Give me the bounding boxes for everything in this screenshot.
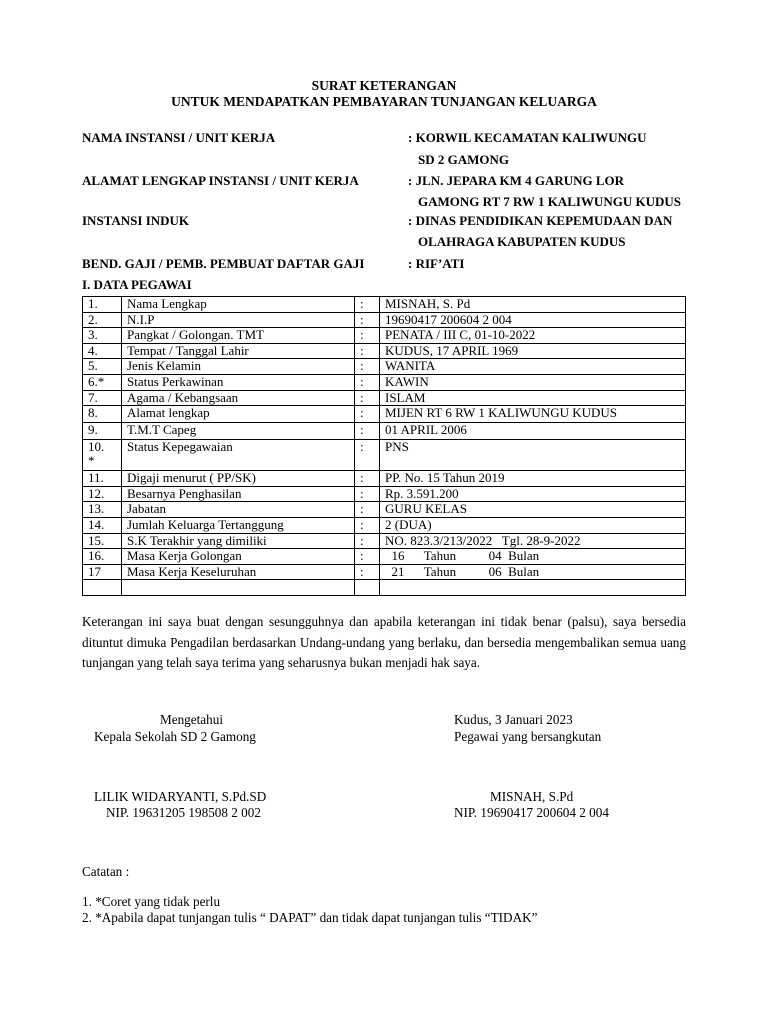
row-label (122, 533, 355, 549)
row-separator (355, 312, 380, 328)
row-value-text: 2 (DUA) (385, 517, 432, 532)
row-separator (355, 564, 380, 580)
row-label (122, 517, 355, 533)
row-separator (355, 533, 380, 549)
notes-heading: Catatan : (82, 864, 130, 879)
row-separator (355, 580, 380, 596)
table-row (83, 440, 686, 471)
row-value (380, 533, 686, 549)
row-label-text: Masa Kerja Golongan (127, 548, 242, 564)
row-number-text: 12. (88, 486, 105, 501)
row-separator (355, 343, 380, 359)
row-separator (355, 328, 380, 344)
row-value (380, 297, 686, 313)
row-value (380, 502, 686, 518)
row-number-text: 13. (88, 501, 105, 517)
row-label (122, 549, 355, 565)
row-label-text: Jabatan (127, 501, 166, 517)
row-value (380, 423, 686, 440)
row-value (380, 549, 686, 565)
row-label-text: Masa Kerja Keseluruhan (127, 564, 257, 579)
row-value (380, 390, 686, 406)
row-value (380, 343, 686, 359)
row-label (122, 406, 355, 423)
section-heading: I. DATA PEGAWAI (82, 277, 192, 292)
table-row (83, 549, 686, 565)
row-value (380, 440, 686, 471)
row-value-text: NO. 823.3/213/2022 Tgl. 28-9-2022 (385, 533, 581, 548)
row-label-text: Alamat lengkap (127, 405, 210, 421)
row-separator-text: : (360, 390, 364, 405)
induk-value-2: OLAHRAGA KABUPATEN KUDUS (418, 234, 626, 249)
row-separator-text: : (360, 312, 364, 327)
sign-left-name: LILIK WIDARYANTI, S.Pd.SD (94, 789, 267, 804)
row-number (83, 390, 122, 406)
bendahara-label: BEND. GAJI / PEMB. PEMBUAT DAFTAR GAJI (82, 256, 365, 271)
row-label (122, 580, 355, 596)
row-value (380, 580, 686, 596)
row-label (122, 440, 355, 471)
row-label-text: S.K Terakhir yang dimiliki (127, 533, 267, 548)
row-value-text: MISNAH, S. Pd (385, 296, 471, 311)
row-value (380, 374, 686, 390)
row-label (122, 297, 355, 313)
row-value-text: KUDUS, 17 APRIL 1969 (385, 343, 519, 358)
induk-label: INSTANSI INDUK (82, 213, 190, 228)
row-number-text: 6.* (88, 374, 105, 389)
sign-right-position: Pegawai yang bersangkutan (454, 729, 602, 744)
row-number (83, 549, 122, 565)
row-number (83, 471, 122, 487)
table-row (83, 517, 686, 533)
row-value-text: PP. No. 15 Tahun 2019 (385, 470, 505, 486)
row-number-text: 17 (88, 564, 101, 579)
sign-left-position: Kepala Sekolah SD 2 Gamong (94, 729, 256, 744)
row-separator-text: : (360, 296, 364, 311)
instansi-label: NAMA INSTANSI / UNIT KERJA (82, 130, 276, 145)
row-number-text: 4. (88, 343, 98, 358)
row-separator-text: : (360, 374, 364, 389)
row-number (83, 564, 122, 580)
row-value (380, 406, 686, 423)
row-value-text: 19690417 200604 2 004 (385, 312, 512, 327)
row-separator (355, 390, 380, 406)
row-number (83, 343, 122, 359)
table-row (83, 328, 686, 344)
table-row (83, 297, 686, 313)
row-label (122, 343, 355, 359)
row-number (83, 423, 122, 440)
row-number (83, 297, 122, 313)
row-label (122, 502, 355, 518)
row-label-text: Status Perkawinan (127, 374, 224, 389)
row-separator-text: : (360, 343, 364, 358)
row-value (380, 486, 686, 502)
row-label-text: Pangkat / Golongan. TMT (127, 327, 264, 343)
table-row (83, 533, 686, 549)
row-number-text: 16. (88, 548, 105, 564)
alamat-value-2: GAMONG RT 7 RW 1 KALIWUNGU KUDUS (418, 194, 681, 209)
table-row (83, 374, 686, 390)
instansi-value-2: SD 2 GAMONG (418, 152, 509, 167)
row-separator-text: : (360, 533, 364, 548)
table-row (83, 564, 686, 580)
row-separator-text: : (360, 501, 364, 517)
row-label (122, 471, 355, 487)
row-label-text: N.I.P (127, 312, 155, 327)
row-number (83, 440, 122, 471)
row-number (83, 502, 122, 518)
table-row (83, 359, 686, 375)
row-label-text: Tempat / Tanggal Lahir (127, 343, 249, 358)
bendahara-value: : RIF’ATI (408, 256, 465, 271)
alamat-value: : JLN. JEPARA KM 4 GARUNG LOR (408, 173, 625, 188)
sign-right-nip: NIP. 19690417 200604 2 004 (454, 805, 609, 820)
row-separator-text: : (360, 470, 364, 486)
statement-paragraph: Keterangan ini saya buat dengan sesungguhnya dan apabila keterangan ini tidak benar (palsu), saya bersedia dituntut dimuka Pengadilan berdasarkan Undang-undang yang berlaku, dan bersedia mengembalikan semua uang tunjangan yang telah saya terima yang seharusnya bukan menjadi hak saya. (82, 614, 686, 670)
row-number-text: 14. (88, 517, 105, 532)
row-number (83, 328, 122, 344)
row-value-text: ISLAM (385, 390, 426, 405)
employee-data-table (82, 296, 686, 596)
row-separator-text: : (360, 517, 364, 532)
row-label (122, 312, 355, 328)
row-value-text: Rp. 3.591.200 (385, 486, 459, 501)
row-value-text: 16 Tahun 04 Bulan (385, 548, 540, 564)
row-separator-text: : (360, 405, 364, 421)
induk-value: : DINAS PENDIDIKAN KEPEMUDAAN DAN (408, 213, 673, 228)
table-row (83, 502, 686, 518)
document-title-2: UNTUK MENDAPATKAN PEMBAYARAN TUNJANGAN KELUARGA (171, 94, 597, 109)
table-row (83, 312, 686, 328)
document-title-1: SURAT KETERANGAN (311, 78, 457, 93)
row-label (122, 390, 355, 406)
row-value-text: WANITA (385, 358, 436, 374)
table-row (83, 343, 686, 359)
row-separator-text: : (360, 327, 364, 343)
alamat-label: ALAMAT LENGKAP INSTANSI / UNIT KERJA (82, 173, 359, 188)
row-value (380, 471, 686, 487)
row-label (122, 423, 355, 440)
row-number-text: 2. (88, 312, 98, 327)
row-number (83, 406, 122, 423)
row-separator (355, 502, 380, 518)
row-separator (355, 374, 380, 390)
row-label (122, 374, 355, 390)
row-number-text: 11. (88, 470, 104, 486)
table-row (83, 580, 686, 596)
row-number-text: 8. (88, 405, 98, 421)
sign-right-name: MISNAH, S.Pd (490, 789, 574, 804)
row-value (380, 517, 686, 533)
row-number-text: 3. (88, 327, 98, 343)
table-row (83, 423, 686, 440)
row-number (83, 517, 122, 533)
row-label-text: Agama / Kebangsaan (127, 390, 239, 405)
row-value-text: GURU KELAS (385, 501, 467, 517)
instansi-value: : KORWIL KECAMATAN KALIWUNGU (408, 130, 647, 145)
row-separator (355, 486, 380, 502)
row-label (122, 564, 355, 580)
row-value-text: 21 Tahun 06 Bulan (385, 564, 540, 579)
row-number-text: 9. (88, 422, 98, 438)
row-label (122, 486, 355, 502)
row-label-text: Besarnya Penghasilan (127, 486, 242, 501)
row-number (83, 312, 122, 328)
row-separator-text: : (360, 439, 364, 455)
row-label-text: Digaji menurut ( PP/SK) (127, 470, 256, 486)
row-label (122, 328, 355, 344)
row-label-text: Nama Lengkap (127, 296, 207, 311)
row-number-line-2: * (88, 453, 95, 469)
row-number (83, 533, 122, 549)
row-number (83, 486, 122, 502)
row-label-text: Jumlah Keluarga Tertanggung (127, 517, 284, 532)
row-value-text: KAWIN (385, 374, 429, 389)
notes-item-2: 2. *Apabila dapat tunjangan tulis “ DAPAT” dan tidak dapat tunjangan tulis “TIDAK” (82, 910, 538, 925)
sign-right-place-date: Kudus, 3 Januari 2023 (454, 712, 573, 727)
row-separator (355, 517, 380, 533)
row-number-line-1: 10. (88, 439, 105, 455)
row-separator (355, 297, 380, 313)
row-separator (355, 423, 380, 440)
row-separator-text: : (360, 358, 364, 374)
table-row (83, 471, 686, 487)
row-separator-text: : (360, 486, 364, 501)
row-label-text: T.M.T Capeg (127, 422, 197, 438)
row-label (122, 359, 355, 375)
row-number-text: 1. (88, 296, 98, 311)
row-value (380, 328, 686, 344)
row-separator-text: : (360, 548, 364, 564)
row-separator (355, 359, 380, 375)
row-separator (355, 549, 380, 565)
table-row (83, 406, 686, 423)
row-number-text: 7. (88, 390, 98, 405)
table-row (83, 390, 686, 406)
row-value-text: 01 APRIL 2006 (385, 422, 467, 438)
row-value-text: PNS (385, 439, 409, 455)
row-number (83, 580, 122, 596)
row-value-text: PENATA / III C, 01-10-2022 (385, 327, 536, 343)
notes-item-1: 1. *Coret yang tidak perlu (82, 894, 221, 909)
row-label-text: Jenis Kelamin (127, 358, 202, 374)
table-row (83, 486, 686, 502)
row-separator (355, 471, 380, 487)
row-number (83, 359, 122, 375)
row-separator-text: : (360, 564, 364, 579)
row-value (380, 359, 686, 375)
sign-left-nip: NIP. 19631205 198508 2 002 (106, 805, 261, 820)
sign-left-mengetahui: Mengetahui (160, 712, 223, 727)
row-number (83, 374, 122, 390)
row-value-text: MIJEN RT 6 RW 1 KALIWUNGU KUDUS (385, 405, 618, 421)
row-number-text: 15. (88, 533, 105, 548)
row-label-text: Status Kepegawaian (127, 439, 233, 455)
row-number-text: 5. (88, 358, 98, 374)
row-separator (355, 406, 380, 423)
row-separator-text: : (360, 422, 364, 438)
row-value (380, 564, 686, 580)
row-value (380, 312, 686, 328)
row-separator (355, 440, 380, 471)
